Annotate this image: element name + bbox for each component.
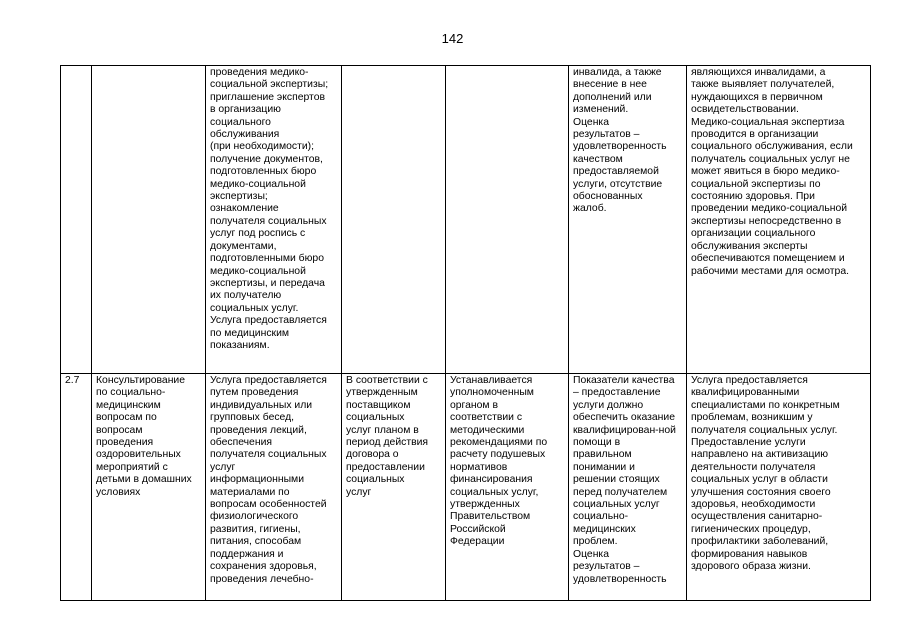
service-indicators-cell: Показатели качества – предоставление услуги должно обеспечить оказание квалифицирован-ной помощи в правильном понимании и решении стоящих перед получателем социальных услуг социально- медицинских проблем. Оценка результатов – удовлетворенность — [569, 374, 687, 601]
service-number-cell: 2.7 — [61, 374, 92, 601]
table-row — [61, 374, 871, 601]
service-indicators-cell: инвалида, а также внесение в нее дополнений или изменений. Оценка результатов – удовлетворенность качеством предоставляемой услуги, отсутствие обоснованных жалоб. — [569, 66, 687, 374]
services-table — [60, 65, 871, 601]
service-description-cell: Услуга предоставляется путем проведения индивидуальных или групповых бесед, проведения лекций, обеспечения получателя социальных услуг информационными материалами по вопросам особенностей физиологического развития, гигиены, питания, способам поддержания и сохранения здоровья, проведения лечебно- — [206, 374, 342, 601]
service-name-cell: Консультирование по социально- медицинским вопросам по вопросам проведения оздоровительных мероприятий с детьми в домашних условиях — [92, 374, 206, 601]
page-number: 142 — [441, 31, 464, 46]
service-conditions-cell: Услуга предоставляется квалифицированными специалистами по конкретным проблемам, возникшим у получателя социальных услуг. Предоставление услуги направлено на активизацию деятельности получателя социальных услуг в области улучшения состояния своего здоровья, необходимости осуществления санитарно- гигиенических процедур, профилактики заболеваний, формирования навыков здорового образа жизни. — [687, 374, 871, 601]
service-number-cell — [61, 66, 92, 374]
service-tariff-cell — [446, 66, 569, 374]
service-deadline-cell: В соответствии с утвержденным поставщиком социальных услуг планом в период действия договора о предоставлении социальных услуг — [342, 374, 446, 601]
service-deadline-cell — [342, 66, 446, 374]
service-description-cell: проведения медико- социальной экспертизы; приглашение экспертов в организацию социального обслуживания (при необходимости); получение документов, подготовленных бюро медико-социальной экспертизы; ознакомление получателя социальных услуг под роспись с документами, подготовленными бюро медико-социальной экспертизы, и передача их получателю социальных услуг. Услуга предоставляется по медицинским показаниям. — [206, 66, 342, 374]
service-tariff-cell: Устанавливается уполномоченным органом в соответствии с методическими рекомендациями по расчету подушевых нормативов финансирования социальных услуг, утвержденных Правительством Российской Федерации — [446, 374, 569, 601]
service-conditions-cell: являющихся инвалидами, а также выявляет получателей, нуждающихся в первичном освидетельствовании. Медико-социальная экспертиза проводится в организации социального обслуживания, если получатель социальных услуг не может явиться в бюро медико- социальной экспертизы по состоянию здоровья. При проведении медико-социальной экспертизы непосредственно в организации социального обслуживания эксперты обеспечиваются помещением и рабочими местами для осмотра. — [687, 66, 871, 374]
table-row — [61, 66, 871, 374]
service-name-cell — [92, 66, 206, 374]
